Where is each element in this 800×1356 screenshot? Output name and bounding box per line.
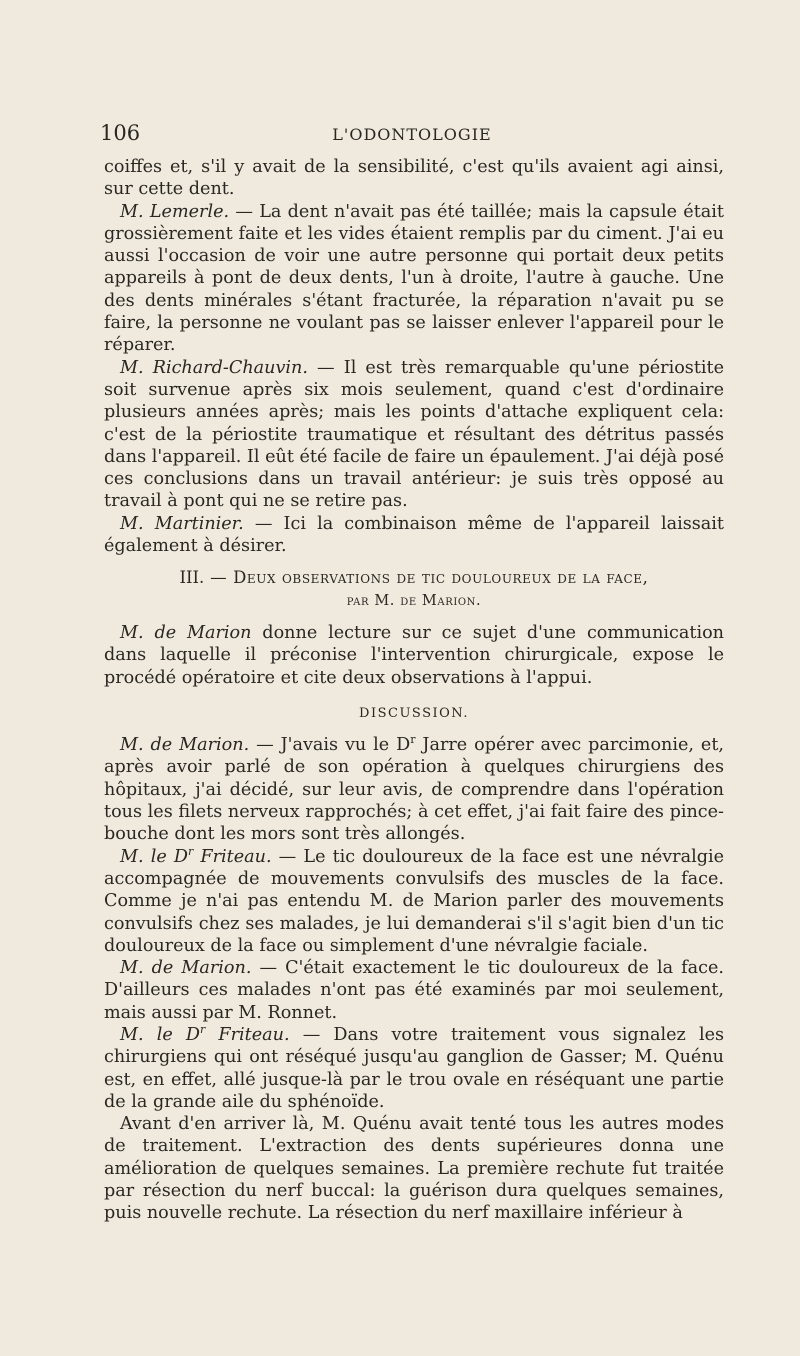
discussion-heading: DISCUSSION. — [359, 705, 469, 721]
speaker-prefix: M. le D — [120, 846, 189, 867]
paragraph-text: — J'avais vu le D — [249, 735, 411, 756]
paragraph-text: — Le tic douloureux de la face est une névralgie accompagnée de mouvements convulsifs des muscles de la face. Comme je n'ai pas entendu M. de Marion parler des mouvements convulsifs chez ses malades, je lui demanderai s'il s'agit bien d'un tic douloureux de la face ou simplement d'une névralgie faciale. — [104, 846, 725, 956]
paragraph-text: — La dent n'avait pas été taillée; mais la capsule était grossièrement faite et les vides étaient remplis par du ciment. J'ai eu aussi l'occasion de voir une autre personne qui portait deux petits appareils à pont de deux dents, l'un à droite, l'autre à gauche. Une des dents minérales s'étant fracturée, la réparation n'avait pu se faire, la personne ne voulant pas se laisser enlever l'appareil pour le réparer. — [104, 201, 724, 356]
superscript: r — [410, 733, 416, 747]
running-title: L'ODONTOLOGIE — [332, 125, 492, 144]
paragraph — [104, 622, 724, 689]
speaker-surname: Friteau. — [193, 846, 272, 867]
speaker-name: M. Martinier. — [120, 513, 244, 534]
speaker-name — [120, 844, 272, 867]
paragraph: coiffes et, s'il y avait de la sensibilité, c'est qu'ils avaient agi ainsi, sur cette dent. — [104, 157, 724, 200]
speaker-name — [120, 1025, 290, 1045]
paragraph — [104, 513, 724, 558]
speaker-name: M. de Marion — [120, 622, 252, 643]
body-text — [104, 156, 724, 1225]
speaker-name: M. de Marion. — [120, 735, 250, 756]
speaker-name: M. Richard-Chauvin. — [120, 357, 308, 378]
section-title: — Deux observations de tic douloureux de la face, — [204, 568, 649, 588]
section-heading — [104, 567, 724, 589]
speaker-name: M. de Marion. — [120, 958, 252, 979]
paragraph-text: donne lecture sur ce sujet d'une communication dans laquelle il préconise l'intervention chirurgicale, expose le procédé opératoire et cite deux observations à l'appui. — [104, 622, 725, 688]
paragraph — [104, 846, 724, 957]
superscript: r — [188, 844, 194, 858]
paragraph-text: — Ici la combinaison même de l'appareil laissait également à désirer. — [104, 513, 724, 557]
speaker-surname: Friteau. — [205, 1024, 290, 1045]
paragraph — [104, 357, 724, 513]
speaker-name: M. Lemerle. — [120, 201, 230, 222]
paragraph — [104, 957, 724, 1024]
paragraph: Avant d'en arriver là, M. Quénu avait tenté tous les autres modes de traitement. L'extraction des dents supérieures donna une amélioration de quelques semaines. La première rechute fut traitée par résection du nerf buccal: la guérison dura quelques semaines, puis nouvelle rechute. La résection du nerf maxillaire inférieur à — [104, 1114, 724, 1224]
paragraph-text: — Il est très remarquable qu'une périostite soit survenue après six mois seulement, quand c'est d'ordinaire plusieurs années après; mais les points d'attache expliquent cela: c'est de la périostite traumatique et résultant des détritus passés dans l'appareil. Il eût été facile de faire un épaulement. J'ai déjà posé ces conclusions dans un travail antérieur: je suis très opposé au travail à pont qui ne se retire pas. — [104, 357, 724, 512]
paragraph — [104, 734, 724, 845]
paragraph — [104, 201, 724, 357]
paragraph — [104, 1024, 724, 1113]
paragraph-text: — C'était exactement le tic douloureux de la face. D'ailleurs ces malades n'ont pas été examinés par moi seulement, mais aussi par M. Ronnet. — [104, 958, 724, 1023]
section-subtitle: par M. de Marion. — [346, 592, 482, 609]
page-number: 106 — [100, 121, 141, 145]
paragraph-text: Jarre opérer avec parcimonie, et, après avoir parlé de son opération à quelques chirurgiens des hôpitaux, j'ai décidé, sur leur avis, de comprendre dans l'opération tous les filets nerveux rapprochés; à cet effet, j'ai fait faire des pince-bouche dont les mors sont très allongés. — [104, 735, 725, 845]
paragraph-text: — Dans votre traitement vous signalez les chirurgiens qui ont réséqué jusqu'au ganglion de Gasser; M. Quénu est, en effet, allé jusque-là par le trou ovale en réséquant une partie de la grande aile du sphénoïde. — [104, 1024, 725, 1112]
superscript: r — [200, 1023, 206, 1037]
page-header — [100, 121, 724, 149]
speaker-prefix: M. le D — [120, 1024, 201, 1045]
section-numeral: III. — [179, 568, 205, 588]
